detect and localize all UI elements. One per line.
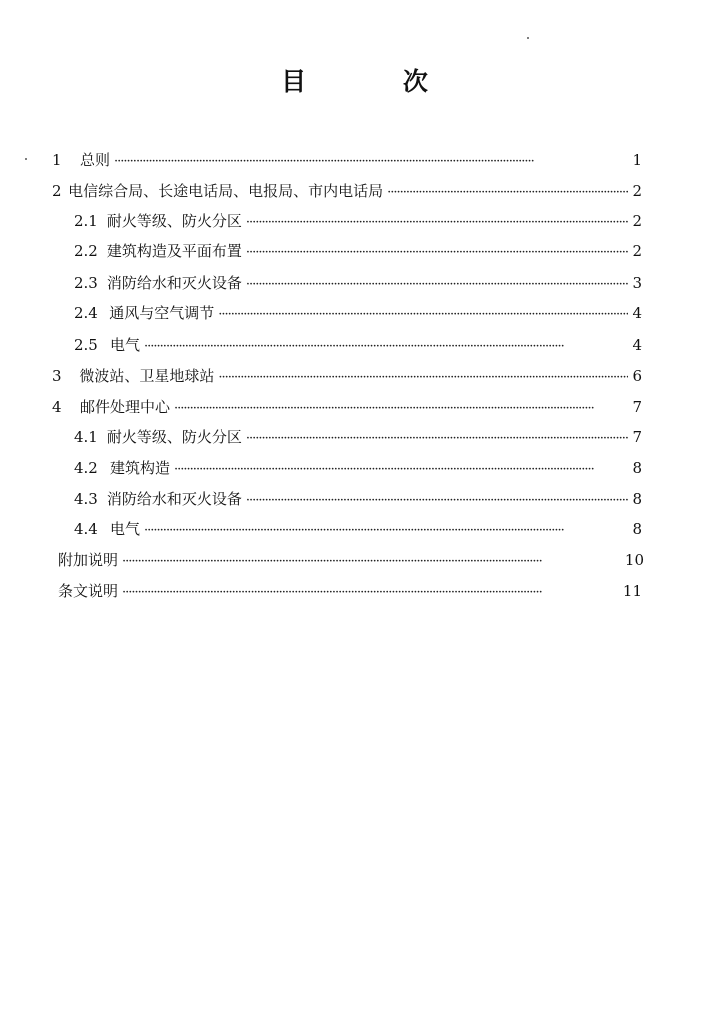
- toc-entry[interactable]: [74, 458, 642, 478]
- toc-entry-page: 7: [632, 428, 642, 446]
- toc-entry-label: 条文说明: [58, 582, 119, 600]
- toc-entry[interactable]: [52, 181, 642, 201]
- toc-entry-number: 4.2: [74, 459, 98, 477]
- toc-leader-dots: [174, 397, 628, 417]
- toc-leader-dots: [246, 211, 629, 231]
- toc-entry-page: 7: [632, 398, 642, 416]
- toc-entry[interactable]: [74, 303, 642, 323]
- toc-entry-number: 2.1: [74, 212, 98, 230]
- toc-entry-page: 3: [632, 274, 642, 292]
- toc-leader-dots: [246, 241, 629, 261]
- toc-leader-dots: [114, 150, 628, 170]
- toc-entry-label: 附加说明: [58, 551, 119, 569]
- toc-entry[interactable]: [74, 211, 642, 231]
- toc-entry[interactable]: [52, 397, 642, 417]
- toc-entry-label: 建筑构造及平面布置: [106, 242, 242, 260]
- toc-entry-number: 1: [52, 151, 62, 169]
- toc-leader-dots: [218, 366, 628, 386]
- toc-entry-number: 2.4: [74, 304, 98, 322]
- toc-entry-label: 邮件处理中心: [80, 398, 171, 416]
- toc-entry-page: 10: [624, 551, 644, 569]
- toc-entry-page: 2: [632, 242, 642, 260]
- toc-entry-number: 2: [52, 182, 62, 200]
- toc-entry[interactable]: [74, 335, 642, 355]
- toc-entry-label: 耐火等级、防火分区: [106, 212, 242, 230]
- toc-entry[interactable]: [52, 366, 642, 386]
- toc-leader-dots: [246, 489, 629, 509]
- scan-speck: [25, 158, 27, 160]
- toc-entry-page: 8: [632, 520, 642, 538]
- toc-leader-dots: [246, 273, 629, 293]
- toc-entry-label: 总则: [80, 151, 111, 169]
- toc-leader-dots: [174, 458, 628, 478]
- toc-entry-number: 2.3: [74, 274, 98, 292]
- toc-entry-label: 耐火等级、防火分区: [106, 428, 242, 446]
- toc-entry-number: 4.1: [74, 428, 98, 446]
- toc-entry-page: 4: [632, 336, 642, 354]
- scan-speck: [527, 37, 529, 39]
- toc-entry-label: 微波站、卫星地球站: [79, 367, 215, 385]
- toc-entry[interactable]: [74, 241, 642, 261]
- toc-entry-number: 4.4: [74, 520, 98, 538]
- toc-entry-label: 电气: [110, 336, 141, 354]
- toc-entry[interactable]: [58, 581, 642, 601]
- toc-entry[interactable]: [74, 273, 642, 293]
- toc-entry-page: 6: [632, 367, 642, 385]
- toc-entry-number: 4.3: [74, 490, 98, 508]
- toc-entry-page: 1: [632, 151, 642, 169]
- toc-entry-label: 电气: [110, 520, 141, 538]
- toc-entry[interactable]: [74, 489, 642, 509]
- toc-entry-label: 通风与空气调节: [109, 304, 215, 322]
- toc-entry[interactable]: [74, 427, 642, 447]
- toc-leader-dots: [144, 519, 628, 539]
- toc-entry-label: 消防给水和灭火设备: [106, 490, 242, 508]
- toc-entry-page: 4: [632, 304, 642, 322]
- toc-entry-page: 2: [632, 182, 642, 200]
- toc-entry-label: 消防给水和灭火设备: [106, 274, 242, 292]
- toc-entry-number: 3: [52, 367, 62, 385]
- toc-leader-dots: [387, 181, 628, 201]
- toc-leader-dots: [144, 335, 628, 355]
- toc-entry-label: 电信综合局、长途电话局、电报局、市内电话局: [68, 182, 384, 200]
- toc-entry-label: 建筑构造: [110, 459, 171, 477]
- toc-leader-dots: [122, 581, 619, 601]
- toc-entry-page: 11: [622, 582, 642, 600]
- toc-entry[interactable]: [52, 150, 642, 170]
- toc-entry-page: 8: [632, 490, 642, 508]
- toc-entry[interactable]: [58, 550, 644, 570]
- toc-entry-number: 4: [52, 398, 62, 416]
- toc-leader-dots: [246, 427, 629, 447]
- toc-entry-page: 2: [632, 212, 642, 230]
- toc-entry-page: 8: [632, 459, 642, 477]
- toc-leader-dots: [218, 303, 628, 323]
- toc-leader-dots: [122, 550, 621, 570]
- page-title: 目 次: [281, 67, 472, 96]
- toc-entry-number: 2.2: [74, 242, 98, 260]
- toc-entry[interactable]: [74, 519, 642, 539]
- toc-entry-number: 2.5: [74, 336, 98, 354]
